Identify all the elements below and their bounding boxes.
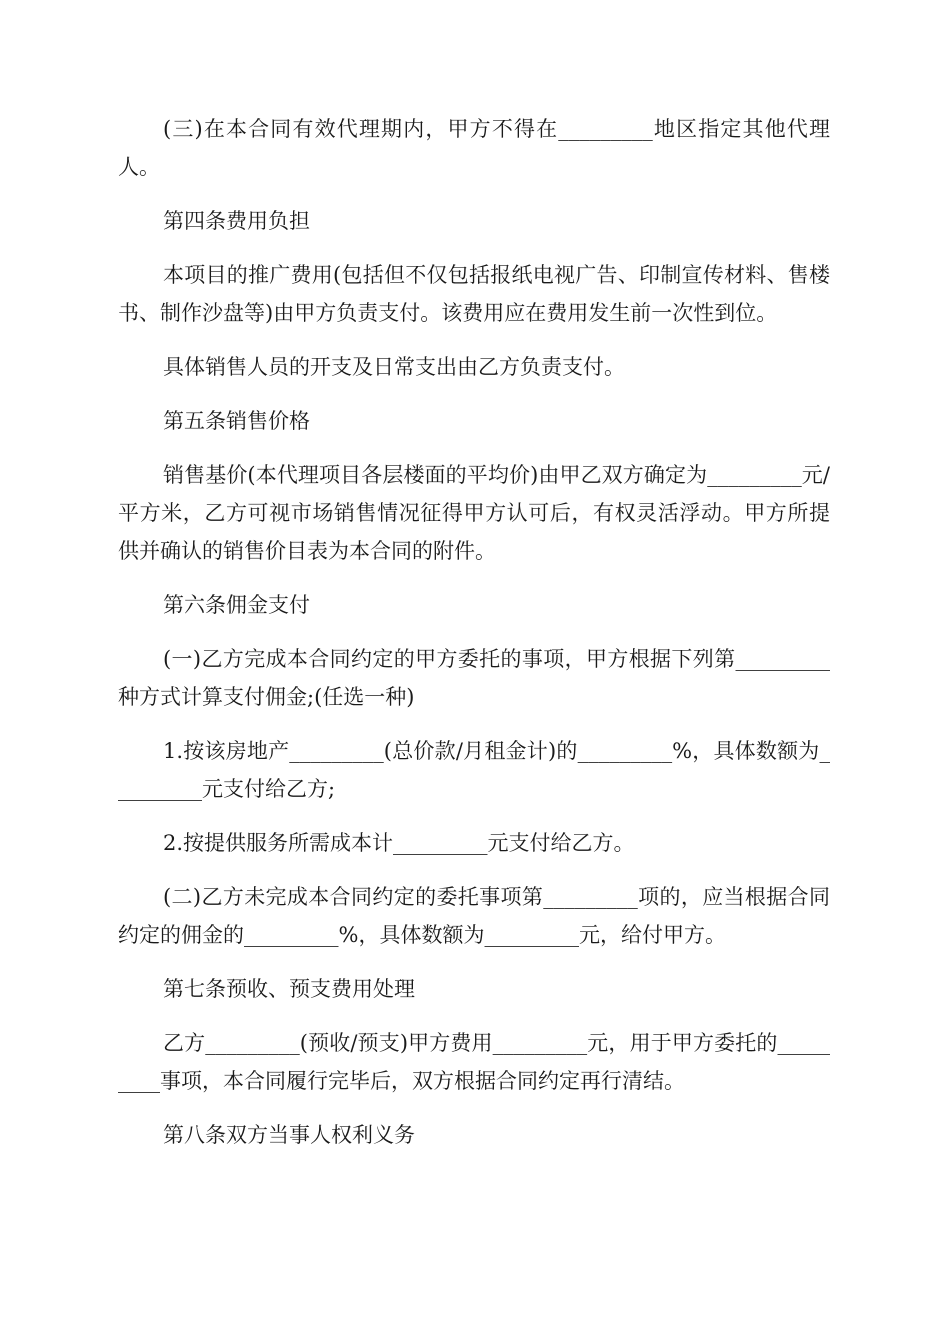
document-body: [118, 110, 830, 1170]
article-8-heading: 第八条双方当事人权利义务: [163, 1123, 415, 1147]
article-6-heading: 第六条佣金支付: [163, 593, 310, 617]
article-5-heading: 第五条销售价格: [163, 409, 310, 433]
base-price-paragraph: 销售基价(本代理项目各层楼面的平均价)由甲乙双方确定为_________元/平方米，乙方可视市场销售情况征得甲方认可后，有权灵活浮动。甲方所提供并确认的销售价目表为本合同的附件。: [118, 463, 830, 563]
staff-cost-paragraph: 具体销售人员的开支及日常支出由乙方负责支付。: [163, 355, 625, 379]
advance-fee-paragraph: 乙方_________(预收/预支)甲方费用_________元，用于甲方委托的_________事项，本合同履行完毕后，双方根据合同约定再行清结。: [118, 1031, 830, 1093]
commission-clause-1-paragraph: (一)乙方完成本合同约定的甲方委托的事项，甲方根据下列第_________种方式计算支付佣金;(任选一种): [118, 647, 830, 709]
article-4-heading: 第四条费用负担: [163, 209, 310, 233]
commission-clause-2-paragraph: (二)乙方未完成本合同约定的委托事项第_________项的，应当根据合同约定的佣金的_________%，具体数额为_________元，给付甲方。: [118, 885, 830, 947]
commission-method-1-paragraph: 1.按该房地产_________(总价款/月租金计)的_________%，具体数额为_________元支付给乙方;: [118, 739, 830, 801]
promotion-cost-paragraph: 本项目的推广费用(包括但不仅包括报纸电视广告、印制宣传材料、售楼书、制作沙盘等)由甲方负责支付。该费用应在费用发生前一次性到位。: [118, 263, 830, 325]
commission-method-2-paragraph: 2.按提供服务所需成本计_________元支付给乙方。: [163, 831, 635, 855]
article-7-heading: 第七条预收、预支费用处理: [163, 977, 415, 1001]
clause-3-paragraph: (三)在本合同有效代理期内，甲方不得在_________地区指定其他代理人。: [118, 117, 830, 179]
